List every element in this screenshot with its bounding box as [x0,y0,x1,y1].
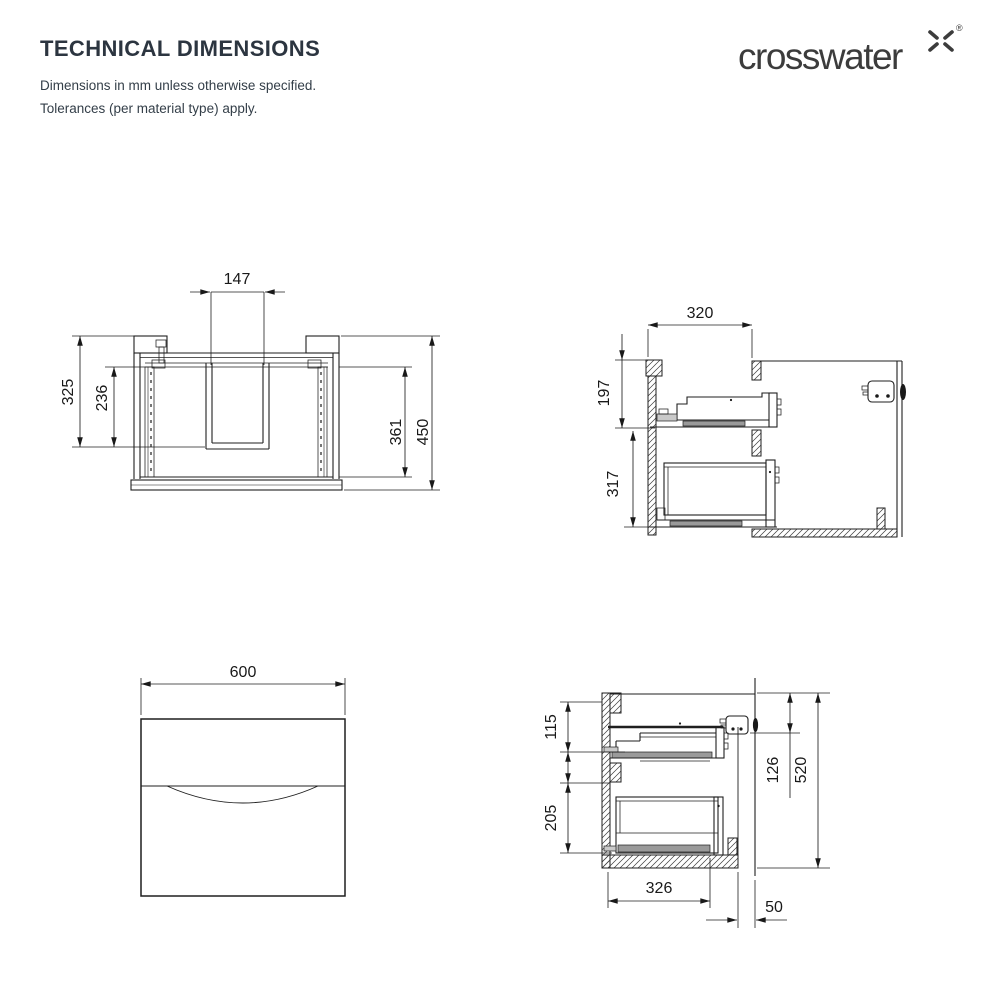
dim-label-326: 326 [645,880,673,897]
page-title: TECHNICAL DIMENSIONS [40,36,321,61]
note-tolerances: Tolerances (per material type) apply. [40,101,258,116]
front-panel-section [648,376,656,535]
dim-label-205: 205 [543,804,560,832]
dim-label-317: 317 [605,470,622,498]
side-section-closed-view [543,678,830,928]
base-panel-section [602,855,738,868]
front-elevation-view [141,664,345,896]
dim-label-147: 147 [223,271,251,288]
basin-recess [206,363,269,449]
bottom-drawer-closed [604,797,723,855]
dim-label-361: 361 [388,418,405,446]
bottom-drawer-open [650,460,779,527]
front-panel-section [602,693,610,868]
wall-bracket [720,716,758,734]
wall-bracket [862,381,906,402]
dim-label-450: 450 [415,418,432,446]
top-drawer-open [650,393,781,427]
dim-label-197: 197 [596,379,613,407]
dim-label-520: 520 [793,756,810,784]
top-drawer-closed [604,727,728,761]
side-section-open-view [596,305,906,537]
dim-label-115: 115 [543,714,560,740]
dim-label-600: 600 [229,664,257,681]
front-section-view [60,271,440,490]
brand-wordmark: crosswater [738,36,902,77]
dim-label-50: 50 [765,899,783,916]
dim-label-320: 320 [686,305,714,322]
front-panel-cap [646,360,662,376]
note-units: Dimensions in mm unless otherwise specified. [40,78,317,93]
registered-trademark-symbol: ® [956,23,963,33]
dim-label-236: 236 [94,384,111,412]
dim-label-126: 126 [765,756,782,784]
fixing-clip-left [152,340,166,368]
dim-label-325: 325 [60,378,77,406]
handle-recess-curve [167,786,318,803]
